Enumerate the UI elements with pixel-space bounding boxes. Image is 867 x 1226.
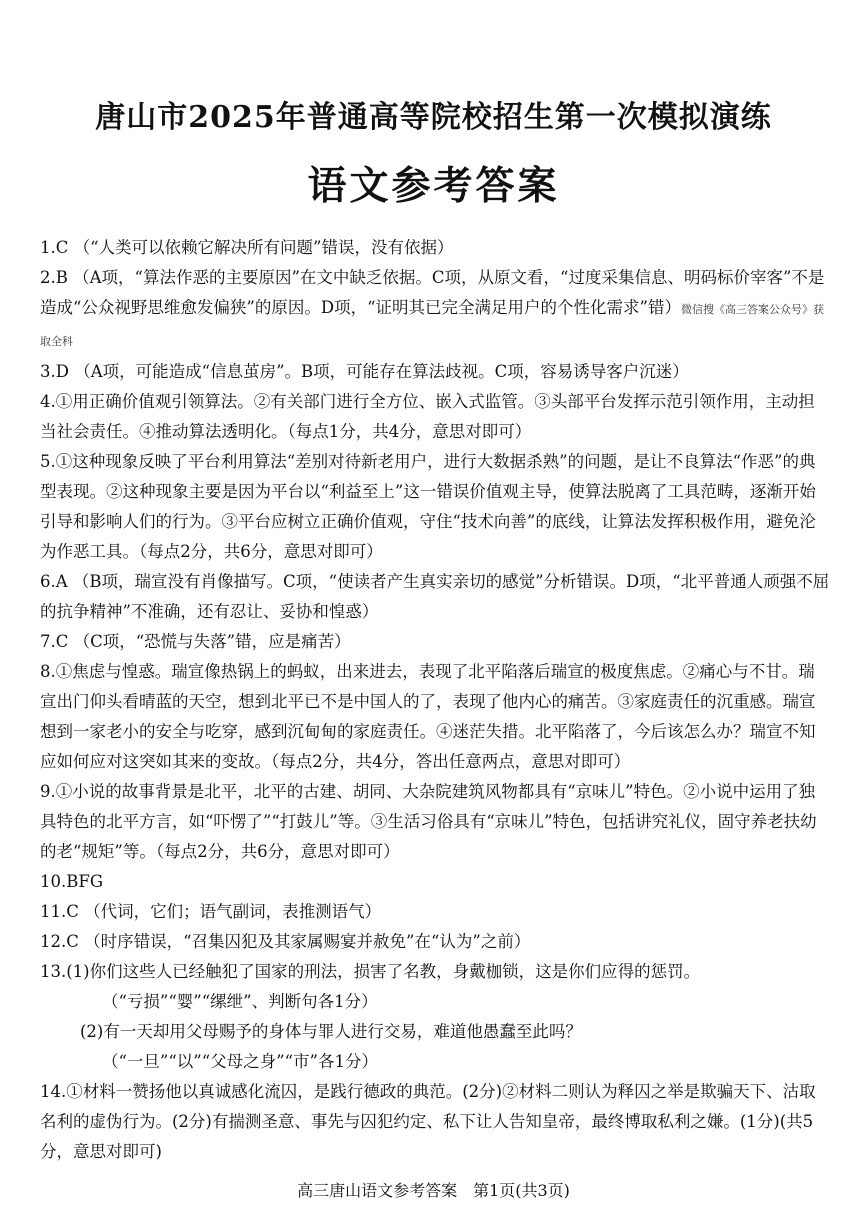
answer-item-5: 5.①这种现象反映了平台利用算法“差别对待新老用户，进行大数据杀熟”的问题，是让不良算法“作恶”的典型表现。②这种现象主要是因为平台以“利益至上”这一错误价值观主导，使算法脱离了工具范畴，逐渐开始引导和影响人们的行为。③平台应树立正确价值观，守住“技术向善”的底线，让算法发挥积极作用，避免沦为作恶工具。（每点2分，共6分，意思对即可） <box>40 452 816 561</box>
page-subtitle: 语文参考答案 <box>307 163 560 209</box>
answer-item-8: 8.①焦虑与惶惑。瑞宣像热锅上的蚂蚁，出来进去，表现了北平陷落后瑞宣的极度焦虑。②痛心与不甘。瑞宣出门仰头看晴蓝的天空，想到北平已不是中国人的了，表现了他内心的痛苦。③家庭责任的沉重感。瑞宣想到一家老小的安全与吃穿，感到沉甸甸的家庭责任。④迷茫失措。北平陷落了，今后该怎么办？瑞宣不知应如何应对这突如其来的变故。（每点2分，共4分，答出任意两点，意思对即可） <box>40 662 816 771</box>
page-title: 唐山市2025年普通高等院校招生第一次模拟演练 <box>95 100 772 135</box>
answer-item-14: 14.①材料一赞扬他以真诚感化流囚，是践行德政的典范。(2分)②材料二则认为释囚之举是欺骗天下、沽取名利的虚伪行为。(2分)有揣测圣意、事先与囚犯约定、私下让人告知皇帝，最终博取私利之嫌。(1分)(共5分，意思对即可) <box>40 1082 816 1161</box>
answer-item-2 <box>40 263 830 357</box>
answer-list <box>40 233 830 1167</box>
answer-item-2-text: 2.B （A项，“算法作恶的主要原因”在文中缺乏依据。C项，从原文看，“过度采集信息、明码标价宰客”不是造成“公众视野思维愈发偏狭”的原因。D项，“证明其已完全满足用户的个性化需求”错） <box>40 268 825 317</box>
answer-item-13-2: (2)有一天却用父母赐予的身体与罪人进行交易，难道他愚蠢至此吗？ <box>80 1022 582 1041</box>
answer-item-13-1: 13.(1)你们这些人已经触犯了国家的刑法，损害了名教，身戴枷锁，这是你们应得的惩罚。 <box>40 962 701 981</box>
answer-item-11: 11.C （代词，它们；语气副词，表推测语气） <box>40 902 382 921</box>
page-footer: 高三唐山语文参考答案 第1页(共3页) <box>297 1181 570 1200</box>
watermark-note: 微信搜《高三答案公众号》获取全科 <box>40 303 824 348</box>
answer-item-1: 1.C （“人类可以依赖它解决所有问题”错误，没有依据） <box>40 238 454 257</box>
answer-item-13-1-score: （“亏损”“婴”“缧绁”、判断句各1分） <box>102 992 378 1011</box>
answer-item-10: 10.BFG <box>40 872 103 891</box>
answer-item-4: 4.①用正确价值观引领算法。②有关部门进行全方位、嵌入式监管。③头部平台发挥示范引领作用，主动担当社会责任。④推动算法透明化。（每点1分，共4分，意思对即可） <box>40 392 815 441</box>
answer-item-7: 7.C （C项，“恐慌与失落”错，应是痛苦） <box>40 632 351 651</box>
answer-item-9: 9.①小说的故事背景是北平，北平的古建、胡同、大杂院建筑风物都具有“京味儿”特色。②小说中运用了独具特色的北平方言，如“吓愣了”“打鼓儿”等。③生活习俗具有“京味儿”特色，包括讲究礼仪，固守养老扶幼的老“规矩”等。（每点2分，共6分，意思对即可） <box>40 782 817 861</box>
answer-item-6: 6.A （B项，瑞宣没有肖像描写。C项，“使读者产生真实亲切的感觉”分析错误。D项，“北平普通人顽强不屈的抗争精神”不准确，还有忍让、妥协和惶惑） <box>40 572 830 621</box>
answer-item-13-2-score: （“一旦”“以”“父母之身”“市”各1分） <box>102 1052 378 1071</box>
answer-item-3: 3.D （A项，可能造成“信息茧房”。B项，可能存在算法歧视。C项，容易诱导客户沉迷） <box>40 362 689 381</box>
answer-item-12: 12.C （时序错误，“召集囚犯及其家属赐宴并赦免”在“认为”之前） <box>40 932 531 951</box>
